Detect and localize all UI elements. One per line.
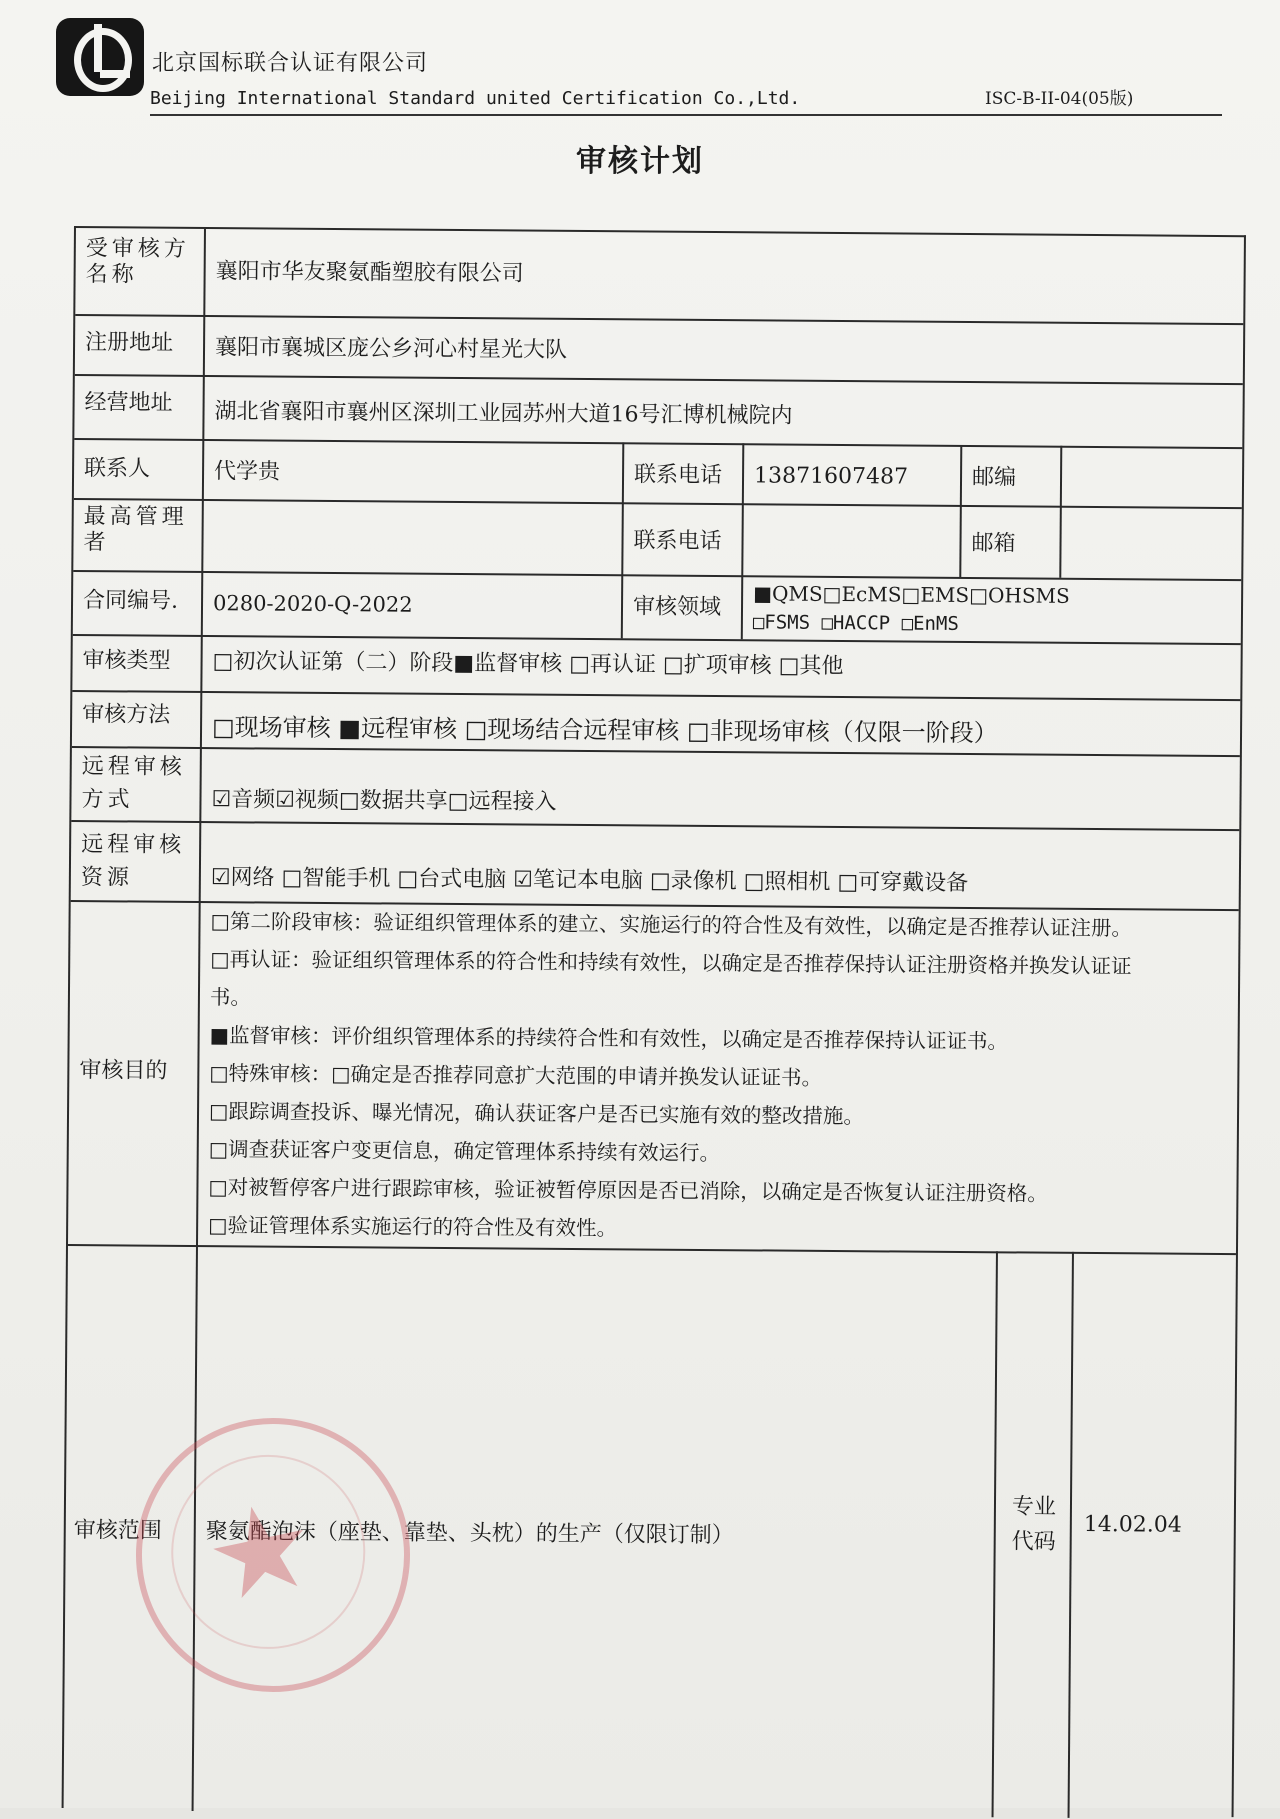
specialty-code-label: 专业代码 bbox=[1011, 1494, 1057, 1555]
audit-field-line2: □FSMS □HACCP □EnMS bbox=[752, 611, 959, 635]
top-management-label: 最高管理者 bbox=[83, 504, 188, 556]
audit-purpose-label: 审核目的 bbox=[79, 1058, 168, 1084]
red-seal-icon: ★ bbox=[111, 1393, 436, 1718]
company-logo-icon bbox=[56, 18, 144, 96]
remote-mode-value: ☑音频☑视频□数据共享□远程接入 bbox=[211, 787, 557, 815]
phone-label: 联系电话 bbox=[633, 462, 723, 489]
remote-mode-label: 远程审核方式 bbox=[81, 754, 186, 813]
remote-resource-value: ☑网络 □智能手机 □台式电脑 ☑笔记本电脑 □录像机 □照相机 □可穿戴设备 bbox=[210, 865, 969, 897]
remote-resource-label: 远程审核资源 bbox=[80, 832, 186, 891]
contact-value: 代学贵 bbox=[213, 459, 281, 485]
header-rule bbox=[150, 114, 1222, 116]
audit-field-label: 审核领域 bbox=[632, 594, 722, 621]
purpose-line: □特殊审核：□确定是否推荐同意扩大范围的申请并换发认证证书。 bbox=[209, 1061, 823, 1090]
phone-value: 13871607487 bbox=[753, 463, 909, 490]
company-name-en: Beijing International Standard united Certification Co.,Ltd. bbox=[150, 88, 801, 109]
auditee-value: 襄阳市华友聚氨酯塑胶有限公司 bbox=[215, 259, 524, 287]
registered-address-value: 襄阳市襄城区庞公乡河心村星光大队 bbox=[214, 335, 568, 363]
email-label: 邮箱 bbox=[971, 531, 1016, 557]
operating-address-value: 湖北省襄阳市襄州区深圳工业园苏州大道16号汇博机械院内 bbox=[214, 399, 793, 429]
specialty-code-value: 14.02.04 bbox=[1083, 1511, 1182, 1538]
audit-method-label: 审核方法 bbox=[82, 702, 171, 728]
form-code: ISC-B-II-04(05版) bbox=[985, 89, 1134, 109]
registered-address-label: 注册地址 bbox=[84, 330, 174, 356]
phone2-label: 联系电话 bbox=[633, 528, 722, 555]
postcode-label: 邮编 bbox=[971, 465, 1017, 491]
contact-label: 联系人 bbox=[83, 456, 151, 482]
company-name-cn: 北京国标联合认证有限公司 bbox=[152, 51, 429, 76]
purpose-line: □再认证：验证组织管理体系的符合性和持续有效性，以确定是否推荐保持认证注册资格并换发认证证 bbox=[210, 947, 1132, 979]
contract-value: 0280-2020-Q-2022 bbox=[212, 591, 413, 617]
purpose-line: □调查获证客户变更信息，确定管理体系持续有效运行。 bbox=[208, 1137, 721, 1166]
audit-type-label: 审核类型 bbox=[82, 648, 171, 674]
purpose-line: □对被暂停客户进行跟踪审核，验证被暂停原因是否已消除，以确定是否恢复认证注册资格。 bbox=[208, 1175, 1048, 1206]
purpose-line: □第二阶段审核：验证组织管理体系的建立、实施运行的符合性及有效性，以确定是否推荐认证注册。 bbox=[210, 909, 1132, 941]
purpose-line: ■监督审核：评价组织管理体系的持续符合性和有效性，以确定是否推荐保持认证证书。 bbox=[209, 1023, 1009, 1054]
document-title: 审核计划 bbox=[576, 144, 704, 179]
auditee-label: 受审核方名称 bbox=[85, 236, 190, 288]
contract-label: 合同编号. bbox=[82, 588, 179, 614]
audit-method-value: □现场审核 ■远程审核 □现场结合远程审核 □非现场审核（仅限一阶段） bbox=[211, 713, 998, 748]
operating-address-label: 经营地址 bbox=[84, 390, 173, 416]
audit-scope-value: 聚氨酯泡沫（座垫、靠垫、头枕）的生产（仅限订制） bbox=[205, 1519, 734, 1549]
audit-scope-label: 审核范围 bbox=[73, 1518, 162, 1544]
purpose-line: □跟踪调查投诉、曝光情况，确认获证客户是否已实施有效的整改措施。 bbox=[208, 1099, 865, 1129]
purpose-line: □验证管理体系实施运行的符合性及有效性。 bbox=[208, 1213, 618, 1241]
purpose-line: 书。 bbox=[209, 985, 252, 1010]
audit-field-line1: ■QMS□EcMS□EMS□OHSMS bbox=[753, 581, 1070, 608]
audit-type-value: □初次认证第（二）阶段■监督审核 □再认证 □扩项审核 □其他 bbox=[212, 649, 844, 680]
